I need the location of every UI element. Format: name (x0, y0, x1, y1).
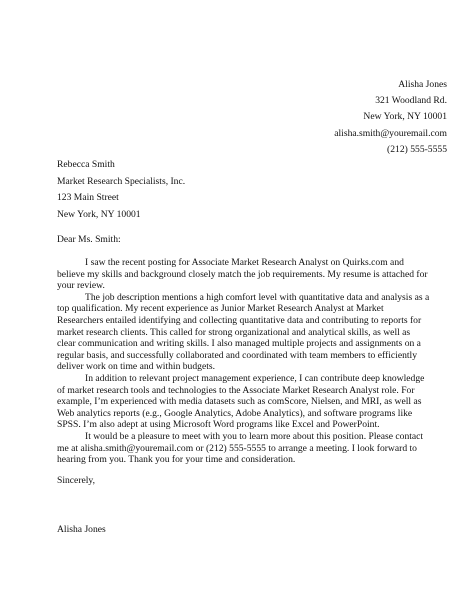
body-line: deliver work on time and within budgets. (57, 361, 216, 373)
body-line: of market research tools and technologies to the Associate Market Research Analyst role. For (57, 384, 415, 396)
recipient-name: Rebecca Smith (57, 159, 115, 170)
body-line: market research clients. This called for strong organizational and analytical skills, as well as (57, 326, 411, 338)
closing: Sincerely, (57, 475, 96, 486)
body-line: example, I’m experienced with media datasets such as comScore, Nielsen, and MRI, as well as (57, 396, 422, 408)
body-line: regular basis, and successfully collaborated and coordinated with team members to efficiently (57, 349, 417, 361)
body-line: Web analytics reports (e.g., Google Analytics, Adobe Analytics), and software programs like (57, 407, 413, 419)
letter-body (57, 257, 430, 466)
body-line: your review. (57, 280, 105, 292)
sender-email: alisha.smith@youremail.com (334, 127, 447, 139)
sender-name: Alisha Jones (398, 79, 447, 90)
body-line: I saw the recent posting for Associate Market Research Analyst on Quirks.com and (85, 257, 404, 268)
recipient-address-block (57, 157, 185, 223)
recipient-street: 123 Main Street (57, 192, 119, 204)
recipient-city: New York, NY 10001 (57, 208, 141, 220)
sender-city: New York, NY 10001 (363, 111, 447, 123)
body-line: believe my skills and background closely match the job requirements. My resume is attached for (57, 268, 428, 280)
body-line: top qualification. My recent experience as Junior Market Research Analyst at Market (57, 303, 384, 315)
salutation: Dear Ms. Smith: (57, 234, 121, 245)
sender-phone: (212) 555-5555 (387, 143, 447, 155)
body-line: hearing from you. Thank you for your time and consideration. (57, 454, 296, 466)
body-line: me at alisha.smith@youremail.com or (212) 555-5555 to arrange a meeting. I look forward to (57, 442, 417, 454)
signature-name: Alisha Jones (57, 524, 106, 535)
sender-address-block (334, 77, 447, 158)
body-line: It would be a pleasure to meet with you to learn more about this position. Please contact (85, 430, 424, 442)
recipient-company: Market Research Specialists, Inc. (57, 175, 186, 187)
sender-street: 321 Woodland Rd. (375, 95, 447, 107)
body-line: Researchers entailed identifying and collecting quantitative data and contributing to reports for (57, 314, 422, 326)
body-line: The job description mentions a high comfort level with quantitative data and analysis as a (85, 291, 430, 303)
body-line: clear communication and writing skills. I also managed multiple projects and assignments on a (57, 338, 421, 350)
body-line: SPSS. I’m also adept at using Microsoft Word programs like Excel and PowerPoint. (57, 419, 380, 431)
body-line: In addition to relevant project management experience, I can contribute deep knowledge (85, 372, 425, 384)
